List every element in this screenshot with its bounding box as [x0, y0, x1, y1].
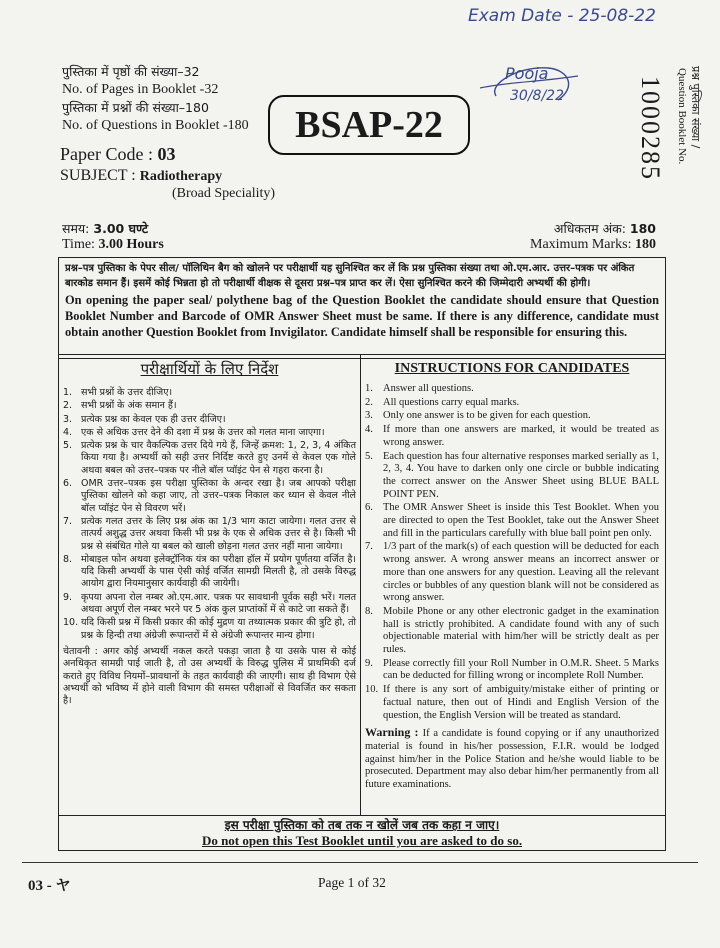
instructions-english-list	[365, 383, 659, 722]
paper-code-value: 03	[157, 144, 176, 164]
instruction-hindi-item-text: प्रत्येक प्रश्न का केवल एक ही उत्तर दीजिए।	[81, 413, 226, 425]
instruction-english-item-number: 7.	[365, 541, 373, 553]
instruction-hindi-item	[63, 414, 356, 426]
subject-value: Radiotherapy	[139, 169, 223, 184]
instruction-english-item-number: 6.	[365, 502, 373, 514]
instruction-english-item-number: 4.	[365, 424, 373, 436]
time-hindi-label: समय:	[62, 221, 94, 236]
instruction-hindi-item-text: सभी प्रश्नों के अंक समान हैं।	[81, 400, 177, 412]
warning-english	[365, 726, 659, 792]
marks-hindi-label: अधिकतम अंक:	[553, 221, 630, 236]
warning-hindi: चेतावनी : अगर कोई अभ्यर्थी नकल करते पकड़ा जाता है या उसके पास से कोई अनधिकृत सामग्री पाई जाती है, तो उस अभ्यर्थी के विरुद्ध पुलिस में प्राथमिकी दर्ज कराते हुए विविध नियमों–प्रावधानों के तहत कार्यवाही की जाएगी। साथ ही विभाग ऐसे अभ्यर्थी को भविष्य में होने वाली विभाग की समस्त परीक्षाओं से विवर्जित कर सकता है।	[63, 645, 356, 707]
instruction-english-item-text: All questions carry equal marks.	[383, 396, 520, 408]
instruction-english-item	[365, 451, 659, 502]
handwritten-initials: Pooja	[505, 64, 549, 83]
instruction-english-item-number: 9.	[365, 657, 373, 669]
instruction-hindi-item-number: 7.	[63, 515, 73, 527]
instructions-hindi-heading: परीक्षार्थियों के लिए निर्देश	[140, 360, 279, 378]
paper-code	[60, 144, 175, 165]
time-english-label: Time:	[62, 237, 99, 252]
instruction-hindi-item-text: प्रत्येक प्रश्न के चार वैकल्पिक उत्तर दिये गये हैं, जिन्हें क्रमश: 1, 2, 3, 4 अंकित किया गया है। अभ्यर्थी को सही उत्तर निर्दिष्ट करते हुए उनमें से केवल एक गोले अथवा बबल को उत्तर–पत्रक पर नीले बॉल प्वॉइंट पेन से गहरा करना है।	[81, 440, 356, 476]
instruction-hindi-item	[63, 387, 356, 399]
instruction-hindi-item-number: 6.	[63, 478, 73, 490]
subject	[60, 167, 222, 185]
instruction-hindi-item	[63, 617, 356, 642]
time-english-value: 3.00 Hours	[98, 237, 164, 252]
booklet-no-label-english: Question Booklet No.	[676, 68, 688, 165]
instruction-hindi-item-text: मोबाइल फोन अथवा इलेक्ट्रॉनिक यंत्र का परीक्षा हॉल में प्रयोग पूर्णतया वर्जित है। यदि किसी अभ्यर्थी के पास ऐसी कोई वर्जित सामग्री मिलती है, तो उसके विरुद्ध आयोग द्वारा नियमानुसार कार्यवाही की जायेगी।	[81, 553, 356, 590]
instruction-english-item	[365, 658, 659, 683]
instruction-english-item-text: Answer all questions.	[383, 383, 474, 394]
instructions-hindi-column	[63, 359, 356, 707]
instruction-english-item	[365, 383, 659, 396]
instruction-hindi-item-text: सभी प्रश्नों के उत्तर दीजिए।	[81, 387, 173, 398]
instruction-hindi-item-text: प्रत्येक गलत उत्तर के लिए प्रश्न अंक का 1/3 भाग काटा जायेगा। गलत उत्तर से तात्पर्य अशुद्ध उत्तर अथवा किसी भी प्रश्न के एक से अधिक उत्तर से है। किसी भी प्रश्न से संबंधित गोले या बबल को खाली छोड़ना गलत उत्तर नहीं माना जायेगा।	[81, 515, 356, 552]
instruction-english-item-text: If there is any sort of ambiguity/mistake either of printing or factual nature, then out of Hindi and English Version of the question, the English Version will be treated as standard.	[383, 684, 659, 721]
instruction-hindi-item-number: 8.	[63, 553, 73, 565]
footer-rule	[22, 862, 698, 863]
time-english	[62, 237, 164, 253]
instruction-english-item-number: 1.	[365, 383, 373, 394]
pages-count-hindi: पुस्तिका में पृष्ठों की संख्या–32	[62, 64, 200, 79]
opening-notice-hindi: प्रश्न–पत्र पुस्तिका के पेपर सील/ पॉलिथिन बैग को खोलने पर परीक्षार्थी यह सुनिश्चित कर लें कि प्रश्न पुस्तिका संख्या तथा ओ.एम.आर. उत्तर–पत्रक पर अंकित बारकोड समान हैं। इसमें कोई भिन्नता हो तो परीक्षार्थी वीक्षक से दूसरा प्रश्न–पत्र प्राप्त कर लें। ऐसा सुनिश्चित करने की जिम्मेदारी अभ्यर्थी की होगी।	[65, 263, 635, 289]
instruction-hindi-item	[63, 478, 356, 515]
marks-english	[530, 237, 656, 253]
time-hindi-value: 3.00 घण्टे	[93, 221, 149, 236]
bottom-notice	[58, 814, 666, 851]
instruction-english-item-text: Please correctly fill your Roll Number in O.M.R. Sheet. 5 Marks can be deducted for filling wrong or incomplete Roll Number.	[383, 657, 659, 682]
bottom-notice-english: Do not open this Test Booklet until you are asked to do so.	[201, 833, 523, 848]
instructions-hindi-list	[63, 387, 356, 642]
instruction-english-item-number: 8.	[365, 605, 373, 617]
instruction-english-item-text: If more than one answers are marked, it would be treated as wrong answer.	[383, 424, 659, 448]
page-number: Page 1 of 32	[318, 875, 386, 890]
footer-code	[28, 874, 71, 895]
instruction-english-item-text: The OMR Answer Sheet is inside this Test Booklet. When you are directed to open the Test Booklet, take out the Answer Sheet and fill in the particulars carefully with blue ball point pen only.	[383, 502, 659, 539]
instruction-english-item-number: 3.	[365, 410, 373, 422]
column-divider	[360, 355, 361, 815]
instructions-panel	[58, 354, 666, 816]
instruction-hindi-item-text: एक से अधिक उत्तर देने की दशा में प्रश्न के उत्तर को गलत माना जाएगा।	[81, 426, 325, 438]
instruction-english-item	[365, 684, 659, 722]
subject-label: SUBJECT :	[60, 167, 140, 184]
marks-hindi-value: 180	[629, 221, 656, 236]
footer-code-text: 03 -	[28, 878, 56, 894]
warning-english-label: Warning :	[365, 725, 423, 740]
instruction-hindi-item-number: 3.	[63, 413, 73, 425]
booklet-no-label-hindi: प्रश्न पुस्तिका संख्या /	[689, 66, 702, 149]
instruction-english-item	[365, 424, 659, 449]
instruction-hindi-item	[63, 400, 356, 412]
instruction-english-item	[365, 502, 659, 540]
handwritten-date: 30/8/22	[510, 88, 564, 104]
instructions-english-column	[365, 361, 659, 792]
marks-english-value: 180	[635, 237, 656, 252]
instruction-hindi-item-number: 9.	[63, 591, 73, 603]
instruction-english-item	[365, 606, 659, 657]
footer-handwritten-mark: ヤ	[55, 876, 71, 894]
instruction-english-item	[365, 541, 659, 605]
questions-count-hindi: पुस्तिका में प्रश्नों की संख्या–180	[62, 100, 209, 115]
instruction-hindi-item	[63, 427, 356, 439]
instruction-english-item	[365, 410, 659, 423]
instruction-hindi-item-number: 1.	[63, 387, 73, 398]
marks-hindi	[554, 220, 656, 237]
instruction-hindi-item	[63, 592, 356, 617]
instruction-english-item	[365, 397, 659, 410]
instruction-english-item-text: 1/3 part of the mark(s) of each question will be deducted for each wrong answer. A wrong answer means an incorrect answer or more than one answers for any question. Leaving all the relevant circles or bubbles of any question blank will not be considered as wrong answer.	[383, 541, 659, 604]
handwritten-exam-date: Exam Date - 25-08-22	[468, 6, 656, 26]
instruction-hindi-item	[63, 516, 356, 553]
exam-code-box: BSAP-22	[268, 95, 470, 155]
paper-code-label: Paper Code :	[60, 144, 158, 164]
instruction-hindi-item-number: 4.	[63, 426, 73, 438]
instruction-hindi-item-number: 5.	[63, 440, 73, 452]
time-hindi	[62, 220, 148, 237]
instruction-hindi-item-number: 10.	[63, 617, 79, 629]
instruction-hindi-item-text: OMR उत्तर–पत्रक इस परीक्षा पुस्तिका के अन्दर रखा है। जब आपको परीक्षा पुस्तिका खोलने को कहा जाए, तो उत्तर–पत्रक निकाल कर ध्यान से केवल नीले बॉल प्वॉइंट पेन से विवरण भरें।	[81, 478, 356, 514]
instruction-english-item-text: Only one answer is to be given for each question.	[383, 410, 591, 422]
instruction-english-item-number: 5.	[365, 450, 373, 462]
opening-notice-box	[58, 257, 666, 359]
marks-english-label: Maximum Marks:	[530, 237, 635, 252]
instruction-hindi-item-number: 2.	[63, 400, 73, 412]
pages-count-english: No. of Pages in Booklet -32	[62, 82, 219, 97]
instruction-hindi-item	[63, 554, 356, 591]
bottom-notice-hindi: इस परीक्षा पुस्तिका को तब तक न खोलें जब तक कहा न जाए।	[224, 818, 500, 832]
instruction-english-item-number: 2.	[365, 396, 373, 408]
instruction-english-item-text: Each question has four alternative responses marked serially as 1, 2, 3, 4. You have to darken only one circle or bubble indicating the correct answer on the Answer Sheet using BLUE BALL POINT PEN.	[383, 450, 659, 500]
opening-notice-english: On opening the paper seal/ polythene bag of the Question Booklet the candidate should ensure that Question Booklet Number and Barcode of OMR Answer Sheet must be same. If there is any difference, candidate must obtain another Question Booklet from Invigilator. Candidate himself shall be responsible for ensuring this.	[65, 293, 659, 339]
instructions-english-heading: INSTRUCTIONS FOR CANDIDATES	[394, 361, 630, 376]
questions-count-english: No. of Questions in Booklet -180	[62, 118, 249, 133]
subject-speciality: (Broad Speciality)	[172, 186, 276, 201]
instruction-hindi-item-text: कृपया अपना रोल नम्बर ओ.एम.आर. पत्रक पर सावधानी पूर्वक सही भरें। गलत अथवा अपूर्ण रोल नम्बर भरने पर 5 अंक कुल प्राप्तांकों में से काटे जा सकते हैं।	[81, 591, 356, 616]
booklet-number: 1000285	[636, 76, 665, 181]
instruction-hindi-item	[63, 440, 356, 477]
instruction-english-item-text: Mobile Phone or any other electronic gadget in the examination hall is strictly prohibited. A candidate found with any of such objectionable material with him/her will be strictly dealt as per rules.	[383, 605, 659, 656]
warning-english-text: If a candidate is found copying or if any unauthorized material is found in his/her possession, F.I.R. would be lodged against him/her in the Police Station and he/she would liable to be prosecuted. Department may also debar him/her permanently from all future examinations.	[365, 728, 660, 791]
instruction-english-item-number: 10.	[365, 684, 379, 696]
instruction-hindi-item-text: यदि किसी प्रश्न में किसी प्रकार की कोई मुद्रण या तथ्यात्मक प्रकार की त्रुटि हो, तो प्रश्न के हिन्दी तथा अंग्रेजी रूपान्तरों में से अंग्रेजी रूपान्तर मान्य होगा।	[81, 617, 356, 641]
